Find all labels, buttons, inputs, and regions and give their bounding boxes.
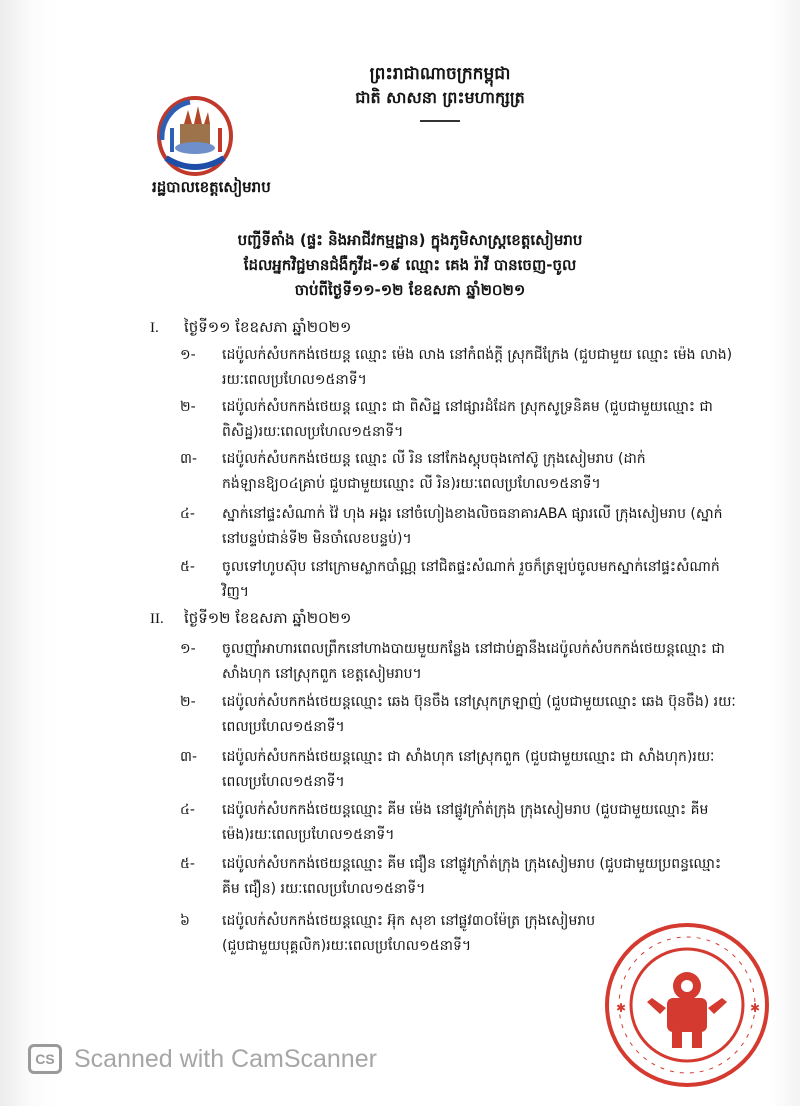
item-text: ដេប៉ូលក់សំបកកង់ថេយន្ត ឈ្មោះ ម៉េង លាង នៅកំពង់ក្តី ស្រុកជីក្រែង (ជួបជាមួយ ឈ្មោះ ម៉េង លាង) រយៈពេលប្រហែល១៥នាទី។ <box>222 347 733 388</box>
kingdom-title: ព្រះរាជាណាចក្រកម្ពុជា <box>369 64 511 84</box>
list-item <box>180 798 740 848</box>
item-text: ដេប៉ូលក់សំបកកង់ថេយន្តឈ្មោះ គីម ជឿន នៅផ្លូវក្រាំត់ក្រុង ក្រុងសៀមរាប (ជួបជាមួយប្រពន្ធឈ្មោះ គីម ជឿន) រយៈពេលប្រហែល១៥នាទី។ <box>222 856 722 897</box>
section-date: ថ្ងៃទី១២ ខែឧសភា ឆ្នាំ២០២១ <box>184 609 352 627</box>
item-number: ៤- <box>180 802 195 818</box>
item-number: ៣- <box>180 451 198 467</box>
list-item <box>180 690 740 740</box>
national-motto: ជាតិ សាសនា ព្រះមហាក្សត្រ <box>355 88 525 107</box>
section-number: I. <box>150 320 159 336</box>
section-heading-2 <box>150 609 351 631</box>
camscanner-text: Scanned with CamScanner <box>74 1044 377 1073</box>
item-number: ២- <box>180 399 196 415</box>
item-text: ចូលទៅហូបស៊ុប នៅក្រោមស្លាកបាំណ្ណ នៅជិតផ្ទះសំណាក់ រួចក៏ត្រឡប់ចូលមកស្នាក់នៅផ្ទះសំណាក់វិញ។ <box>222 559 720 600</box>
provincial-emblem-icon <box>150 88 240 180</box>
list-item <box>180 343 740 393</box>
item-text: ដេប៉ូលក់សំបកកង់ថេយន្តឈ្មោះ គីម ម៉េង នៅផ្លូវក្រាំត់ក្រុង ក្រុងសៀមរាប (ជួបជាមួយឈ្មោះ គីម ម៉េង)រយៈពេលប្រហែល១៥នាទី។ <box>222 802 709 843</box>
item-number: ៣- <box>180 749 198 765</box>
item-text: ដេប៉ូលក់សំបកកង់ថេយន្ត ឈ្មោះ លី រិន នៅកែងស្តុបចុងកៅស៊ូ ក្រុងសៀមរាប (ដាក់កង់ឡានឱ្យ០៤គ្រាប់ ជួបជាមួយឈ្មោះ លី រិន)រយៈពេលប្រហែល១៥នាទី។ <box>222 451 646 492</box>
camscanner-watermark <box>28 1042 377 1076</box>
list-item <box>180 502 740 552</box>
list-item <box>180 447 740 497</box>
section-heading-1 <box>150 318 351 340</box>
item-text: ដេប៉ូលក់សំបកកង់ថេយន្តឈ្មោះ អ៊ុក សុខា នៅផ្លូវ៣០ម៉ែត្រ ក្រុងសៀមរាប (ជួបជាមួយបុគ្គលិក)រយៈពេលប្រហែល១៥នាទី។ <box>222 913 596 954</box>
seal-stamp-icon <box>600 918 775 1093</box>
item-text: ដេប៉ូលក់សំបកកង់ថេយន្តឈ្មោះ ឆេង ប៊ុនចឹង នៅស្រុកក្រឡាញ់ (ជួបជាមួយឈ្មោះ ឆេង ប៊ុនចឹង) រយៈពេលប្រហែល១៥នាទី។ <box>222 694 736 735</box>
list-item <box>180 395 740 445</box>
item-text: ស្នាក់នៅផ្ទះសំណាក់ វ៉ៃ ហុង អង្គរ នៅចំហៀងខាងលិចធនាគារABA ផ្សារលើ ក្រុងសៀមរាប (ស្នាក់នៅបន្ទប់ជាន់ទី២ មិនចាំលេខបន្ទប់)។ <box>222 506 723 547</box>
item-number: ២- <box>180 694 196 710</box>
item-number: ១- <box>180 641 196 657</box>
camscanner-logo-icon: CS <box>28 1044 62 1074</box>
section-date: ថ្ងៃទី១១ ខែឧសភា ឆ្នាំ២០២១ <box>184 318 352 336</box>
list-item <box>180 555 740 605</box>
item-number: ៤- <box>180 506 195 522</box>
item-text: ដេប៉ូលក់សំបកកង់ថេយន្ត ឈ្មោះ ជា ពិសិដ្ឋ នៅផ្សារដំដែក ស្រុកសូទ្រនិគម (ជួបជាមួយឈ្មោះ ជា ពិសិដ្ឋ)រយៈពេលប្រហែល១៥នាទី។ <box>222 399 713 440</box>
document-title <box>190 228 630 303</box>
item-number: ៦ <box>180 913 190 929</box>
title-line-3: ចាប់ពីថ្ងៃទី១១-១២ ខែឧសភា ឆ្នាំ២០២១ <box>294 281 526 299</box>
document-header <box>300 62 580 122</box>
list-item <box>180 909 620 959</box>
item-number: ៥- <box>180 856 195 872</box>
svg-text:✱: ✱ <box>616 1001 627 1015</box>
issuing-office: រដ្ឋបាលខេត្តសៀមរាប <box>152 178 271 196</box>
title-line-1: បញ្ជីទីតាំង (ផ្ទះ និងអាជីវកម្មដ្ឋាន) ក្នុងភូមិសាស្ត្រខេត្តសៀមរាប <box>237 231 583 249</box>
svg-text:✱: ✱ <box>750 1001 761 1015</box>
decorative-divider <box>420 120 460 122</box>
list-item <box>180 637 740 687</box>
item-number: ៥- <box>180 559 195 575</box>
item-text: ចូលញ៉ាំអាហារពេលព្រឹកនៅហាងបាយមួយកន្លែង នៅជាប់គ្នានឹងដេប៉ូលក់សំបកកង់ថេយន្តឈ្មោះ ជា សាំងហុក នៅស្រុកពួក ខេត្តសៀមរាប។ <box>222 641 725 682</box>
list-item <box>180 852 740 902</box>
title-line-2: ដែលអ្នកវិជ្ជមានជំងឺកូវីដ-១៩ ឈ្មោះ គេង រ៉ាវី បានចេញ-ចូល <box>243 256 577 274</box>
section-number: II. <box>150 611 164 627</box>
item-text: ដេប៉ូលក់សំបកកង់ថេយន្តឈ្មោះ ជា សាំងហុក នៅស្រុកពួក (ជួបជាមួយឈ្មោះ ជា សាំងហុក)រយៈពេលប្រហែល១៥នាទី។ <box>222 749 715 790</box>
list-item <box>180 745 740 795</box>
item-number: ១- <box>180 347 196 363</box>
